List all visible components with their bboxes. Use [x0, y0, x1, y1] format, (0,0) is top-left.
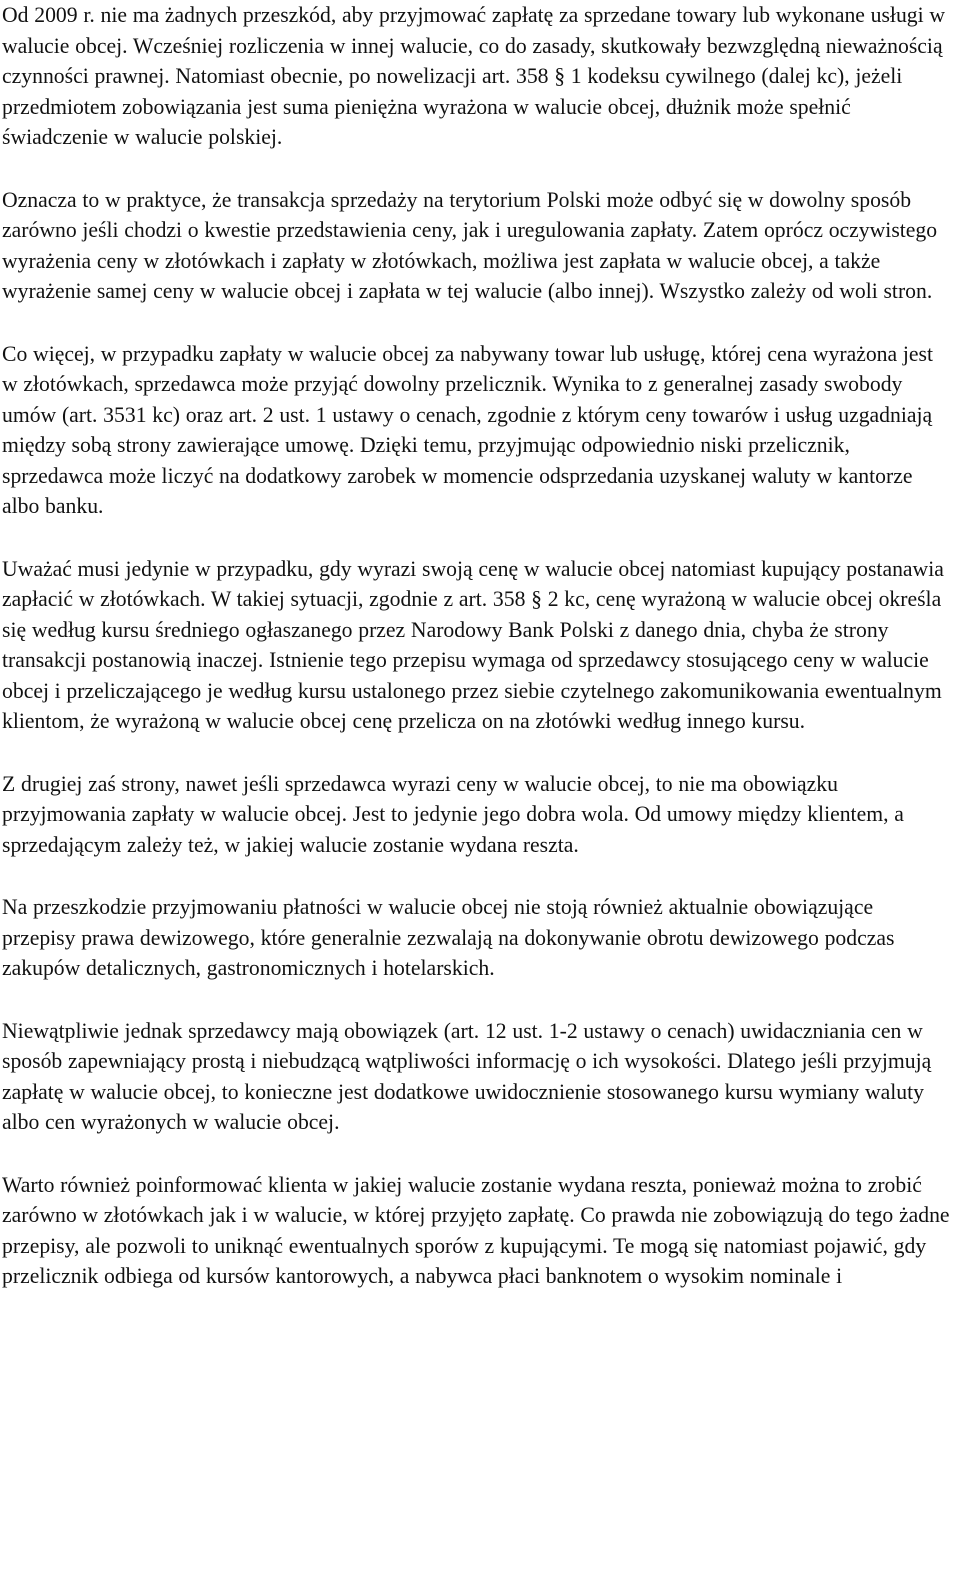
paragraph: Z drugiej zaś strony, nawet jeśli sprzedawca wyrazi ceny w walucie obcej, to nie ma obowiązku przyjmowania zapłaty w walucie obcej. Jest to jedynie jego dobra wola. Od umowy między klientem, a sprzedającym zależy też, w jakiej walucie zostanie wydana reszta.: [2, 771, 904, 857]
paragraph: Warto również poinformować klienta w jakiej walucie zostanie wydana reszta, ponieważ można to zrobić zarówno w złotówkach jak i w walucie, w której przyjęto zapłatę. Co prawda nie zobowiązują do tego żadne przepisy, ale pozwoli to uniknąć ewentualnych sporów z kupującymi. Te mogą się natomiast pojawić, gdy przelicznik odbiega od kursów kantorowych, a nabywca płaci banknotem o wysokim nominale i: [2, 1172, 950, 1288]
paragraph: Co więcej, w przypadku zapłaty w walucie obcej za nabywany towar lub usługę, której cena wyrażona jest w złotówkach, sprzedawca może przyjąć dowolny przelicznik. Wynika to z generalnej zasady swobody umów (art. 3531 kc) oraz art. 2 ust. 1 ustawy o cenach, zgodnie z którym ceny towarów i usług uzgadniają między sobą strony zawierające umowę. Dzięki temu, przyjmując odpowiednio niski przelicznik, sprzedawca może liczyć na dodatkowy zarobek w momencie odsprzedania uzyskanej waluty w kantorze albo banku.: [2, 341, 933, 518]
paragraph: Od 2009 r. nie ma żadnych przeszkód, aby przyjmować zapłatę za sprzedane towary lub wykonane usługi w walucie obcej. Wcześniej rozliczenia w innej walucie, co do zasady, skutkowały bezwzględną nieważnością czynności prawnej. Natomiast obecnie, po nowelizacji art. 358 § 1 kodeksu cywilnego (dalej kc), jeżeli przedmiotem zobowiązania jest suma pieniężna wyrażona w walucie obcej, dłużnik może spełnić świadczenie w walucie polskiej.: [2, 3, 946, 149]
paragraph: Oznacza to w praktyce, że transakcja sprzedaży na terytorium Polski może odbyć się w dowolny sposób zarówno jeśli chodzi o kwestie przedstawienia ceny, jak i uregulowania zapłaty. Zatem oprócz oczywistego wyrażenia ceny w złotówkach i zapłaty w złotówkach, możliwa jest zapłata w walucie obcej, a także wyrażenie samej ceny w walucie obcej i zapłata w tej walucie (albo innej). Wszystko zależy od woli stron.: [2, 187, 938, 303]
paragraph: Uważać musi jedynie w przypadku, gdy wyrazi swoją cenę w walucie obcej natomiast kupujący postanawia zapłacić w złotówkach. W takiej sytuacji, zgodnie z art. 358 § 2 kc, cenę wyrażoną w walucie obcej określa się według kursu średniego ogłaszanego przez Narodowy Bank Polski z danego dnia, chyba że strony transakcji postanowią inaczej. Istnienie tego przepisu wymaga od sprzedawcy stosującego ceny w walucie obcej i przeliczającego je według kursu ustalonego przez siebie czytelnego zakomunikowania ewentualnym klientom, że wyrażoną w walucie obcej cenę przelicza on na złotówki według innego kursu.: [2, 556, 944, 733]
paragraph: Niewątpliwie jednak sprzedawcy mają obowiązek (art. 12 ust. 1-2 ustawy o cenach) uwidaczniania cen w sposób zapewniający prostą i niebudzącą wątpliwości informację o ich wysokości. Dlatego jeśli przyjmują zapłatę w walucie obcej, to konieczne jest dodatkowe uwidocznienie stosowanego kursu wymiany waluty albo cen wyrażonych w walucie obcej.: [2, 1018, 932, 1134]
paragraph: Na przeszkodzie przyjmowaniu płatności w walucie obcej nie stoją również aktualnie obowiązujące przepisy prawa dewizowego, które generalnie zezwalają na dokonywanie obrotu dewizowego podczas zakupów detalicznych, gastronomicznych i hotelarskich.: [2, 895, 895, 980]
